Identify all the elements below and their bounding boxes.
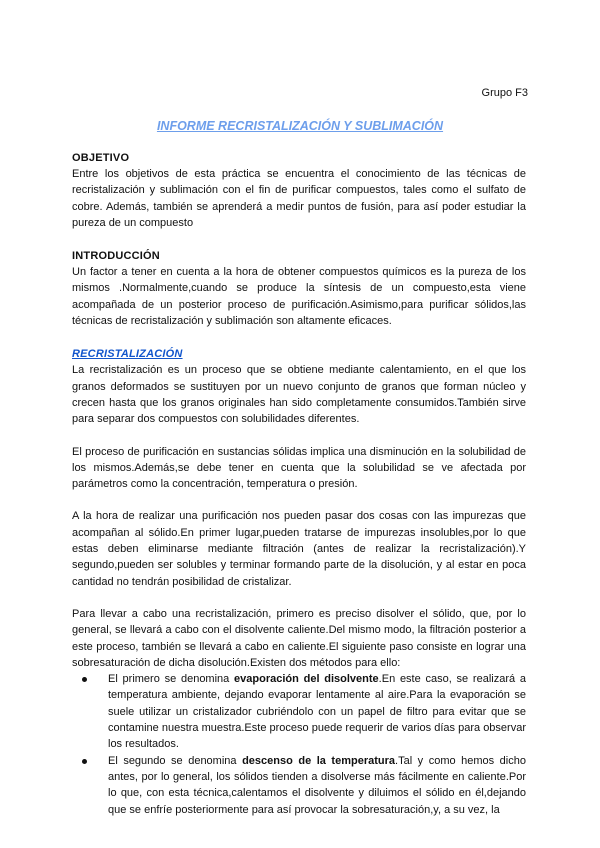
recristalizacion-paragraph-4: Para llevar a cabo una recristalización, primero es preciso disolver el sólido, que, por lo general, se llevará a cabo con el disolvente caliente.Del mismo modo, la filtración posterior a este proceso, también se llevará a cabo en caliente.El siguiente paso consiste en lograr una sobresaturación de dicha disolución.Existen dos métodos para ello: [72,607,526,669]
list-item-text: .En este caso, se realizará a temperatura ambiente, dejando evaporar lentamente al aire.Para la evaporación se suele utilizar un cristalizador cubriéndolo con un papel de filtro para evitar que se contamine nuestra muestra.Este proceso puede requerir de varios días para observar los resultados. [108,673,526,751]
methods-list [72,671,526,818]
list-item-text: El segundo se denomina [108,754,243,767]
bullet-icon [82,677,87,682]
section-introduccion [72,248,526,329]
recristalizacion-paragraph-2: El proceso de purificación en sustancias sólidas implica una disminución en la solubilidad de los mismos.Además,se debe tener en cuenta que la solubilidad se ve afectada por parámetros como la concentración, temperatura o presión. [72,445,526,491]
recristalizacion-paragraph-3: A la hora de realizar una purificación nos pueden pasar dos cosas con las impurezas que acompañan al sólido.En primer lugar,pueden tratarse de impurezas insolubles,por lo que estas deben eliminarse mediante filtración (antes de realizar la recristalización).Y segundo,pueden ser solubles y terminar formando parte de la disolución, y al estar en poca cantidad no tendrán posibilidad de cristalizar. [72,510,526,588]
document-body [72,150,526,818]
list-item [108,671,526,752]
list-item-text: .Tal y como hemos dicho antes, por lo general, los sólidos tienden a disolverse más fácilmente en caliente.Por lo que, con esta técnica,calentamos el disolvente y diluimos el sólido en él,dejando que se enfríe posteriormente para así provocar la sobresaturación,y, a su vez, la [108,754,526,816]
section-objetivo [72,150,526,231]
introduccion-text: Un factor a tener en cuenta a la hora de obtener compuestos químicos es la pureza de los mismos .Normalmente,cuando se produce la síntesis de un compuesto,esta viene acompañada de un posterior proceso de purificación.Asimismo,para purificar sólidos,las técnicas de recristalización y sublimación son altamente eficaces. [72,266,526,328]
list-item-term: evaporación del disolvente [234,673,379,686]
recristalizacion-paragraph-1: La recristalización es un proceso que se obtiene mediante calentamiento, en el que los granos deformados se sustituyen por un nuevo conjunto de granos que forman núcleo y crecen hasta que los granos originales han sido completamente consumidos.También sirve para separar dos compuestos con solubilidades diferentes. [72,364,526,426]
list-item [108,753,526,818]
list-item-term: descenso de la temperatura [242,754,396,767]
introduccion-heading: INTRODUCCIÓN [72,250,160,263]
objetivo-text: Entre los objetivos de esta práctica se encuentra el conocimiento de las técnicas de recristalización y sublimación con el fin de purificar compuestos, tales como el sulfato de cobre. Además, también se aprenderá a medir puntos de fusión, para así poder estudiar la pureza de un compuesto [72,168,526,229]
recristalizacion-heading[interactable]: RECRISTALIZACIÓN [72,348,183,361]
section-recristalizacion [72,346,526,817]
list-item-text: El primero se denomina [108,673,235,686]
bullet-icon [82,759,87,764]
group-label: Grupo F3 [481,87,528,99]
document-title: INFORME RECRISTALIZACIÓN Y SUBLIMACIÓN [156,119,444,133]
objetivo-heading: OBJETIVO [72,152,130,164]
